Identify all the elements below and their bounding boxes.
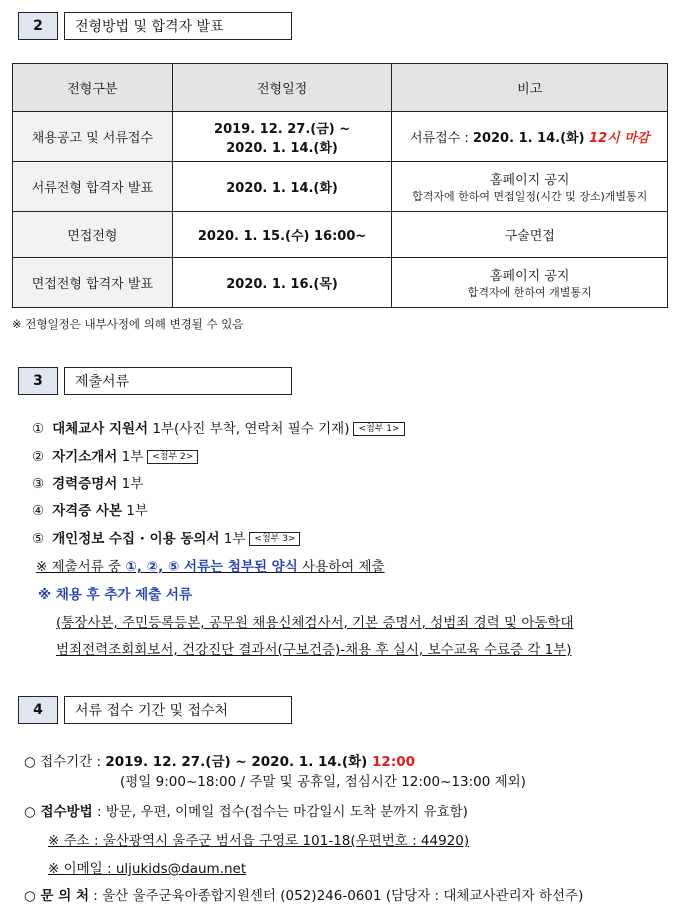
item-number: ④: [32, 503, 45, 519]
list-item: [32, 472, 143, 492]
section-number: 3: [18, 367, 58, 395]
note-cell: 구술면접: [392, 212, 668, 258]
address-text: ※ 주소 : 울산광역시 울주군 범서읍 구영로 101-18(우편번호 : 44920): [48, 833, 470, 849]
attachment-badge: <첨부 1>: [353, 422, 404, 436]
template-note: [36, 555, 385, 575]
table-row: [13, 162, 668, 212]
period-value: 2019. 12. 27.(금) ~ 2020. 1. 14.(화): [105, 754, 373, 770]
item-name: 경력증명서: [52, 476, 118, 492]
additional-docs-title: ※ 채용 후 추가 제출 서류: [38, 587, 192, 603]
note-text: 사용하여 제출: [297, 559, 385, 575]
note-highlight: ①, ②, ⑤ 서류는 첨부된 양식: [125, 559, 298, 575]
item-number: ②: [32, 449, 45, 465]
category-cell: 채용공고 및 서류접수: [13, 112, 173, 162]
email-text: ※ 이메일 : uljukids@daum.net: [48, 861, 247, 877]
contact-label: ○ 문 의 처: [24, 888, 90, 904]
table-row: [13, 258, 668, 308]
date-line: 2019. 12. 27.(금) ~: [214, 121, 351, 137]
note-cell: [392, 258, 668, 308]
item-detail: 1부: [219, 531, 246, 547]
period-deadline: 12:00: [372, 754, 416, 770]
additional-docs-line: (통장사본, 주민등록등본, 공무원 채용신체검사서, 기본 증명서, 성범죄 경력 및 아동학대: [56, 615, 574, 631]
section-title: 서류 접수 기간 및 접수처: [64, 696, 292, 724]
section-title: 제출서류: [64, 367, 292, 395]
date-line: 2020. 1. 14.(화): [226, 140, 338, 156]
item-detail: 1부: [122, 503, 148, 519]
item-name: 대체교사 지원서: [52, 421, 149, 437]
table-row: [13, 112, 668, 162]
date-cell: 2020. 1. 16.(목): [172, 258, 392, 308]
item-name: 개인정보 수집 · 이용 동의서: [52, 531, 220, 547]
column-header: 전형구분: [13, 64, 173, 112]
category-cell: 면접전형: [13, 212, 173, 258]
item-detail: 1부(사진 부착, 연락처 필수 기재): [148, 421, 350, 437]
item-number: ③: [32, 476, 45, 492]
schedule-table: [12, 63, 668, 308]
item-name: 자격증 사본: [52, 503, 123, 519]
period-label: ○ 접수기간 :: [24, 754, 106, 770]
item-detail: 1부: [117, 449, 144, 465]
list-item: [32, 417, 405, 437]
list-item: [32, 499, 148, 519]
attachment-badge: <첨부 3>: [249, 532, 300, 546]
note-line: 합격자에 한하여 개별통지: [467, 286, 592, 299]
section-title: 전형방법 및 합격자 발표: [64, 12, 292, 40]
date-cell: 2020. 1. 15.(수) 16:00~: [172, 212, 392, 258]
section-number: 4: [18, 696, 58, 724]
item-number: ⑤: [32, 531, 45, 547]
table-header-row: [13, 64, 668, 112]
note-text: ※ 제출서류 중: [36, 559, 126, 575]
note-text: 서류접수 :: [410, 131, 473, 146]
schedule-footnote: ※ 전형일정은 내부사정에 의해 변경될 수 있음: [12, 317, 244, 331]
period-subnote: (평일 9:00~18:00 / 주말 및 공휴일, 점심시간 12:00~13:00 제외): [120, 774, 526, 790]
attachment-badge: <첨부 2>: [147, 450, 198, 464]
section-number: 2: [18, 12, 58, 40]
method-value: : 방문, 우편, 이메일 접수(접수는 마감일시 도착 분까지 유효함): [92, 804, 468, 820]
note-date: 2020. 1. 14.(화): [472, 131, 590, 146]
note-line: 홈페이지 공지: [489, 173, 570, 188]
category-cell: 면접전형 합격자 발표: [13, 258, 173, 308]
deadline-text: 12시 마감: [589, 131, 650, 146]
contact-info: [24, 884, 583, 904]
list-item: [32, 527, 300, 547]
item-detail: 1부: [117, 476, 144, 492]
section-2-header: [18, 12, 292, 44]
submission-method: [24, 800, 468, 820]
item-name: 자기소개서: [52, 449, 118, 465]
submission-period: [24, 750, 415, 770]
note-cell: [392, 162, 668, 212]
note-line: 홈페이지 공지: [489, 269, 570, 284]
table-row: [13, 212, 668, 258]
list-item: [32, 445, 198, 465]
contact-value: : 울산 울주군육아종합지원센터 (052)246-0601 (담당자 : 대체교사관리자 하선주): [89, 888, 584, 904]
date-cell: 2020. 1. 14.(화): [172, 162, 392, 212]
category-cell: 서류전형 합격자 발표: [13, 162, 173, 212]
item-number: ①: [32, 421, 45, 437]
section-3-header: [18, 367, 292, 399]
note-cell: [392, 112, 668, 162]
column-header: 전형일정: [172, 64, 392, 112]
method-label: ○ 접수방법: [24, 804, 93, 820]
additional-docs-line: 범죄전력조회회보서, 건강진단 결과서(구보건증)-채용 후 실시, 보수교육 수료증 각 1부): [56, 642, 572, 658]
section-4-header: [18, 696, 292, 728]
date-cell: [172, 112, 392, 162]
note-line: 합격자에 한하여 면접일정(시간 및 장소)개별통지: [412, 190, 648, 203]
column-header: 비고: [392, 64, 668, 112]
